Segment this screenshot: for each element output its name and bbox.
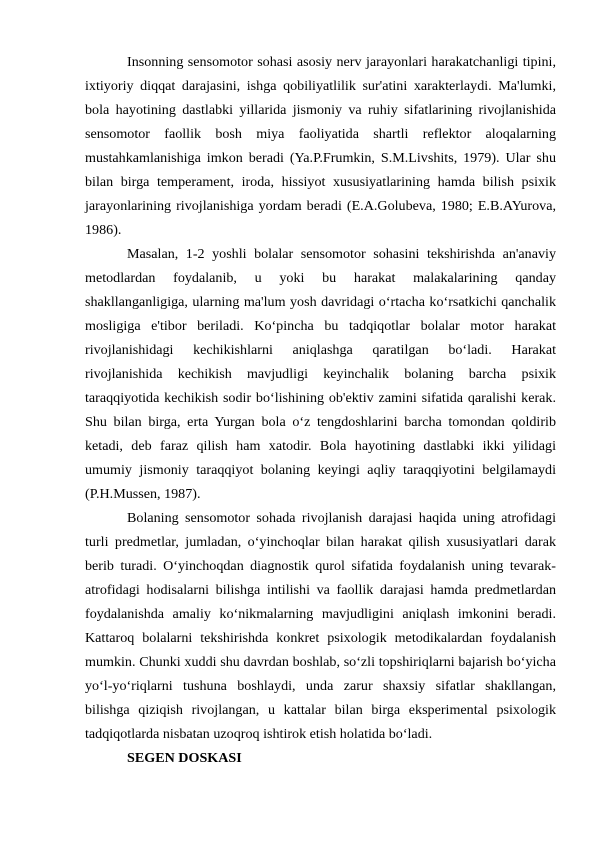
paragraph-toys-diagnostics: Bolaning sensomotor sohada rivojlanish darajasi haqida uning atrofidagi turli predmetlar, jumladan, o‘yinchoqlar bilan harakat qilish xususiyatlari darak berib turadi. O‘yinchoqdan diagnostik qurol sifatida foydalanish uning tevarak-atrofidagi hodisalarni bilishga intilishi va faollik darajasi hamda predmetlardan foydalanishda amaliy ko‘nikmalarning mavjudligini aniqlash imkonini beradi. Kattaroq bolalarni tekshirishda konkret psixologik metodikalardan foydalanish mumkin. Chunki xuddi shu davrdan boshlab, so‘zli topshiriqlarni bajarish bo‘yicha yo‘l-yo‘riqlarni tushuna boshlaydi, unda zarur shaxsiy sifatlar shakllangan, bilishga qiziqish rivojlangan, u kattalar bilan birga eksperimental psixologik tadqiqotlarda nisbatan uzoqroq ishtirok etish holatida bo‘ladi.: [85, 510, 556, 742]
paragraph-sensomotor-intro: Insonning sensomotor sohasi asosiy nerv jarayonlari harakatchanligi tipini, ixtiyoriy diqqat darajasini, ishga qobiliyatlilik sur'atini xarakterlaydi. Ma'lumki, bola hayotining dastlabki yillarida jismoniy va ruhiy sifatlarining rivojlanishida sensomotor faollik bosh miya faoliyatida shartli reflektor aloqalarning mustahkamlanishiga imkon beradi (Ya.P.Frumkin, S.M.Livshits, 1979). Ular shu bilan birga temperament, iroda, hissiyot xususiyatlarining hamda bilish psixik jarayonlarining rivojlanishiga yordam beradi (E.A.Golubeva, 1980; E.B.AYurova, 1986).: [85, 54, 556, 238]
body-text: [85, 50, 556, 770]
paragraph-methods: Masalan, 1-2 yoshli bolalar sensomotor sohasini tekshirishda an'anaviy metodlardan foydalanib, u yoki bu harakat malakalarining qanday shakllanganligiga, ularning ma'lum yosh davridagi o‘rtacha ko‘rsatkichi qanchalik mosligiga e'tibor beriladi. Ko‘pincha bu tadqiqotlar bolalar motor harakat rivojlanishidagi kechikishlarni aniqlashga qaratilgan bo‘ladi. Harakat rivojlanishida kechikish mavjudligi keyinchalik bolaning barcha psixik taraqqiyotida kechikish sodir bo‘lishining ob'ektiv zamini sifatida qaralishi kerak. Shu bilan birga, erta Yurgan bola o‘z tengdoshlarini barcha tomondan qoldirib ketadi, deb faraz qilish ham xatodir. Bola hayotining dastlabki ikki yilidagi umumiy jismoniy taraqqiyot bolaning keyingi aqliy taraqqiyotini belgilamaydi (P.H.Mussen, 1987).: [85, 246, 556, 502]
section-heading: SEGEN DOSKASI: [127, 750, 242, 766]
